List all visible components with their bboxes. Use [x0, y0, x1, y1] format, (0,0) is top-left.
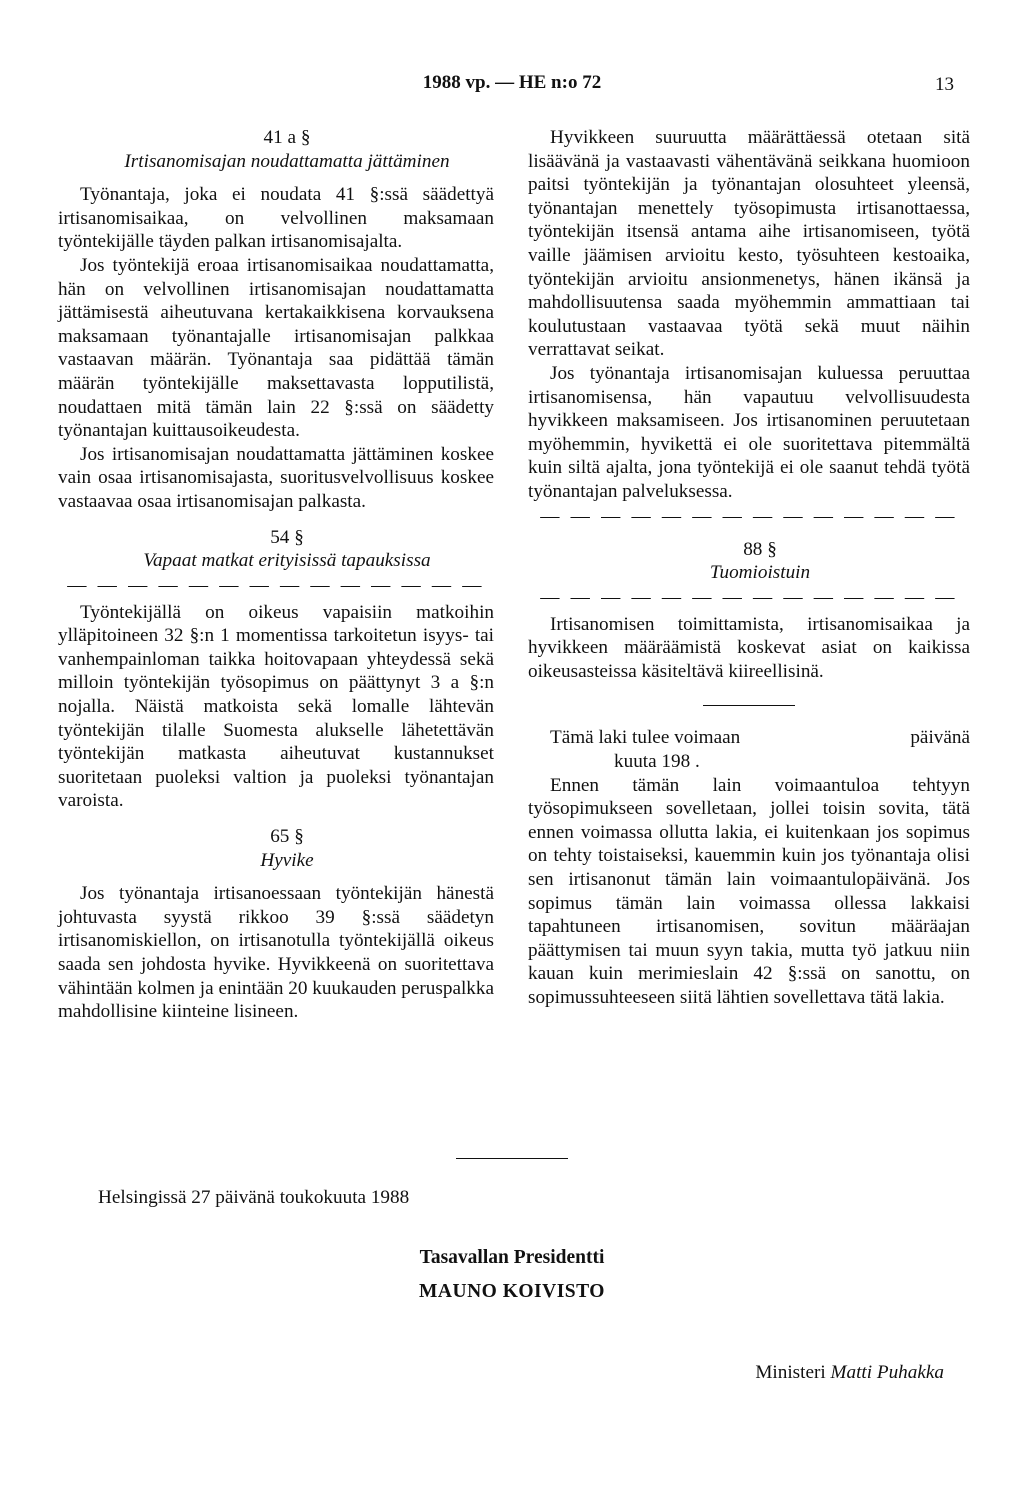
enactment-text: Tämä laki tulee voimaan — [550, 727, 741, 749]
page-number: 13 — [935, 74, 954, 95]
signature-title: Tasavallan Presidentti — [419, 1247, 605, 1268]
section-number: 88 § — [743, 538, 777, 560]
paragraph: Jos työntekijä eroaa irtisanomisaikaa noudattamatta, hän on velvollinen irtisanomisajan noudattamatta jättämisestä aiheutuvana kertakaikkisena korvauksena maksamaan työnantajalle irtisanomisajan palkkaa vastaavan määrän. Työnantaja saa pidättää tämän määrän työntekijälle maksettavasta lopputilistä, noudattaen mitä tämän lain 22 §:ssä on säädetty työnantajan kuittausoikeudesta. — [58, 254, 494, 442]
section-number: 65 § — [270, 826, 304, 848]
right-column — [528, 126, 970, 1010]
paragraph: Jos irtisanomisajan noudattamatta jättäminen koskee vain osaa irtisanomisajasta, suoritusvelvollisuus koskee vastaavaa osaa irtisanomisajan palkasta. — [58, 443, 494, 512]
signature-name: MAUNO KOIVISTO — [419, 1281, 605, 1302]
section-title: Vapaat matkat erityisissä tapauksissa — [143, 550, 431, 572]
omission-dashes: — — — — — — — — — — — — — — — [540, 507, 958, 526]
divider-rule — [456, 1158, 568, 1159]
minister-role: Ministeri — [755, 1362, 826, 1383]
paragraph: Hyvikkeen suuruutta määrättäessä otetaan sitä lisäävänä ja vastaavasti vähentävänä seikkana huomioon paitsi työntekijän ja työnantajan olosuhteet yleensä, työnantajan menettely työsopimusta irtisanottaessa, työntekijän itsensä antama aihe irtisanomiseen, työtä vaille jäämisen arvioitu kesto, työsuhteen kestoaika, työntekijän arvioitu ansionmenetys, hänen ikänsä ja mahdollisuutensa saada myöhemmin ammattiaan tai koulutustaan vastaavaa työtä sekä muut näihin verrattavat seikat. — [528, 127, 970, 361]
minister-signature — [755, 1362, 944, 1384]
enactment-line-2: kuuta 198 . — [614, 751, 700, 773]
paragraph: Työntekijällä on oikeus vapaisiin matkoihin ylläpitoineen 32 §:n 1 momentissa tarkoitetun isyys- tai vanhempainloman taikka hoitovapaan yhteydessä sekä milloin työntekijän työsopimus on päättynyt 3 a §:n nojalla. Näistä matkoista sekä lomalle lähtevän työntekijän tilalle Suomesta alukselle lähetettävän työntekijän matkasta aiheutuvat kustannukset suoritetaan puoleksi valtion ja puoleksi työnantajan varoista. — [58, 601, 494, 812]
section-number: 54 § — [270, 526, 304, 548]
paragraph: Ennen tämän lain voimaantuloa tehtyyn työsopimukseen sovelletaan, jollei toisin sovita, tätä ennen voimassa ollutta lakia, ei kuitenkaan jos sopimus on tehty toistaiseksi, kauemmin kuin jos työnantaja olisi sen irtisanonut tämän lain voimaantulopäivänä. Jos sopimus tämän lain voimassa ollessa lakkaisi tapahtuneen irtisanomisen, sovitun määräajan päättymisen tai muun syyn takia, mutta työ jatkuu niin kauan kuin merimieslain 42 §:ssä on sanottu, on sopimussuhteeseen siitä lähtien sovellettava tätä lakia. — [528, 774, 970, 1008]
paragraph: Irtisanomisen toimittamista, irtisanomisaikaa ja hyvikkeen määräämistä koskevat asiat on kaikissa oikeusasteissa käsiteltävä kiireellisinä. — [528, 613, 970, 682]
paragraph: Jos työnantaja irtisanomisajan kuluessa peruuttaa irtisanomisensa, hän vapautuu velvollisuudesta hyvikkeen maksamiseen. Jos irtisanominen peruutetaan myöhemmin, hyvikettä ei ole suoritettava pitemmältä kuin siltä ajalta, jona työntekijä ei ole saanut tehdä työtä työnantajan palveluksessa. — [528, 362, 970, 502]
paragraph: Jos työnantaja irtisanoessaan työntekijän hänestä johtuvasta syystä rikkoo 39 §:ssä säädetyn irtisanomiskiellon, on irtisanotulla työntekijällä oikeus saada sen johdosta hyvike. Hyvikkeenä on suoritettava vähintään kolmen ja enintään 20 kuukauden peruspalkka mahdollisine kiinteine lisineen. — [58, 883, 494, 1023]
page-header — [0, 72, 1024, 102]
divider-rule — [703, 705, 795, 706]
enactment-line — [528, 726, 970, 750]
omission-dashes: — — — — — — — — — — — — — — — [540, 588, 958, 607]
section-title: Tuomioistuin — [709, 562, 811, 584]
section-title: Hyvike — [260, 849, 314, 871]
paragraph: Työnantaja, joka ei noudata 41 §:ssä säädettyä irtisanomisaikaa, on velvollinen maksamaan työntekijälle täyden palkan irtisanomisajalta. — [58, 184, 494, 253]
place-date: Helsingissä 27 päivänä toukokuuta 1988 — [98, 1187, 410, 1208]
section-number: 41 a § — [263, 127, 311, 148]
enactment-text-day: päivänä — [910, 727, 970, 749]
running-head: 1988 vp. — HE n:o 72 — [422, 72, 602, 93]
minister-name: Matti Puhakka — [830, 1362, 944, 1383]
section-title: Irtisanomisajan noudattamatta jättäminen — [124, 150, 450, 172]
left-column — [58, 126, 494, 1024]
omission-dashes: — — — — — — — — — — — — — — — [67, 576, 485, 595]
